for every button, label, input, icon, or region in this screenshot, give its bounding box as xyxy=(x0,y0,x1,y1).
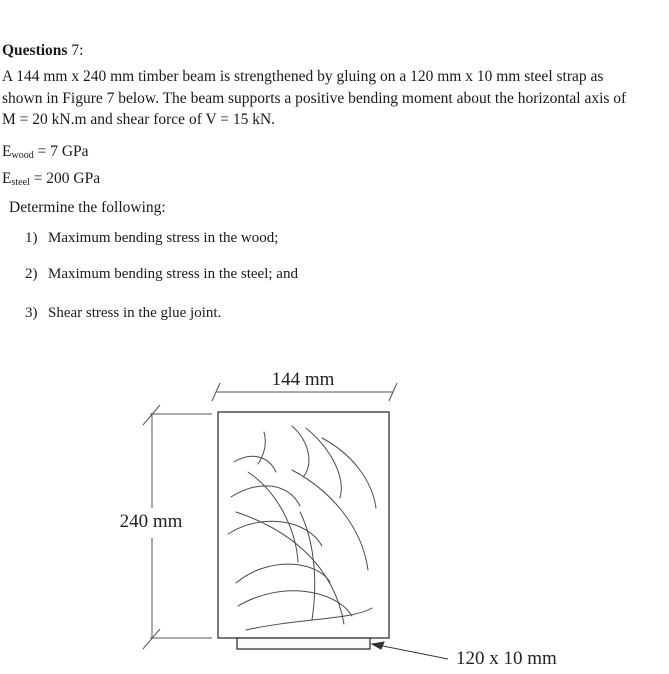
steel-strap xyxy=(237,638,370,649)
e-wood-symbol: E xyxy=(2,143,12,160)
grain-ring-5 xyxy=(236,564,330,583)
strap-leader-arrowhead xyxy=(372,642,384,649)
wood-grain xyxy=(228,426,376,630)
grain-ring-12 xyxy=(236,512,344,624)
height-label: 240 mm xyxy=(119,511,183,532)
problem-statement: A 144 mm x 240 mm timber beam is strengthened by gluing on a 120 mm x 10 mm steel strap as shown in Figure 7 below. The beam supports a positive bending moment about the horizontal axis of M = 20 kN.m and shear force of V = 15 kN. xyxy=(2,68,627,128)
task-item-text: Shear stress in the glue joint. xyxy=(48,305,222,321)
e-wood-subscript: wood xyxy=(11,150,34,161)
grain-ring-3 xyxy=(231,486,300,506)
task-item-number: 2) xyxy=(25,266,38,282)
task-intro: Determine the following: xyxy=(9,199,166,216)
task-item-number: 3) xyxy=(25,305,38,321)
strap-leader-line xyxy=(378,645,448,659)
task-item-number: 1) xyxy=(25,230,38,246)
question-heading-text: Questions xyxy=(2,42,68,59)
question-number: 7: xyxy=(71,42,84,59)
grain-ring-2 xyxy=(234,456,276,472)
timber-section xyxy=(218,412,389,638)
strap-leader xyxy=(372,642,448,659)
e-wood-value: = 7 GPa xyxy=(37,143,89,160)
task-item-text: Maximum bending stress in the wood; xyxy=(48,230,279,246)
e-steel-value: = 200 GPa xyxy=(33,170,101,187)
e-steel-symbol: E xyxy=(2,170,12,187)
grain-ring-14 xyxy=(248,472,298,562)
grain-ring-7 xyxy=(246,608,372,630)
e-steel-subscript: steel xyxy=(11,177,30,188)
strap-label: 120 x 10 mm xyxy=(456,648,557,669)
grain-ring-8 xyxy=(292,426,309,476)
task-item-text: Maximum bending stress in the steel; and xyxy=(48,266,298,282)
width-label: 144 mm xyxy=(271,369,335,390)
